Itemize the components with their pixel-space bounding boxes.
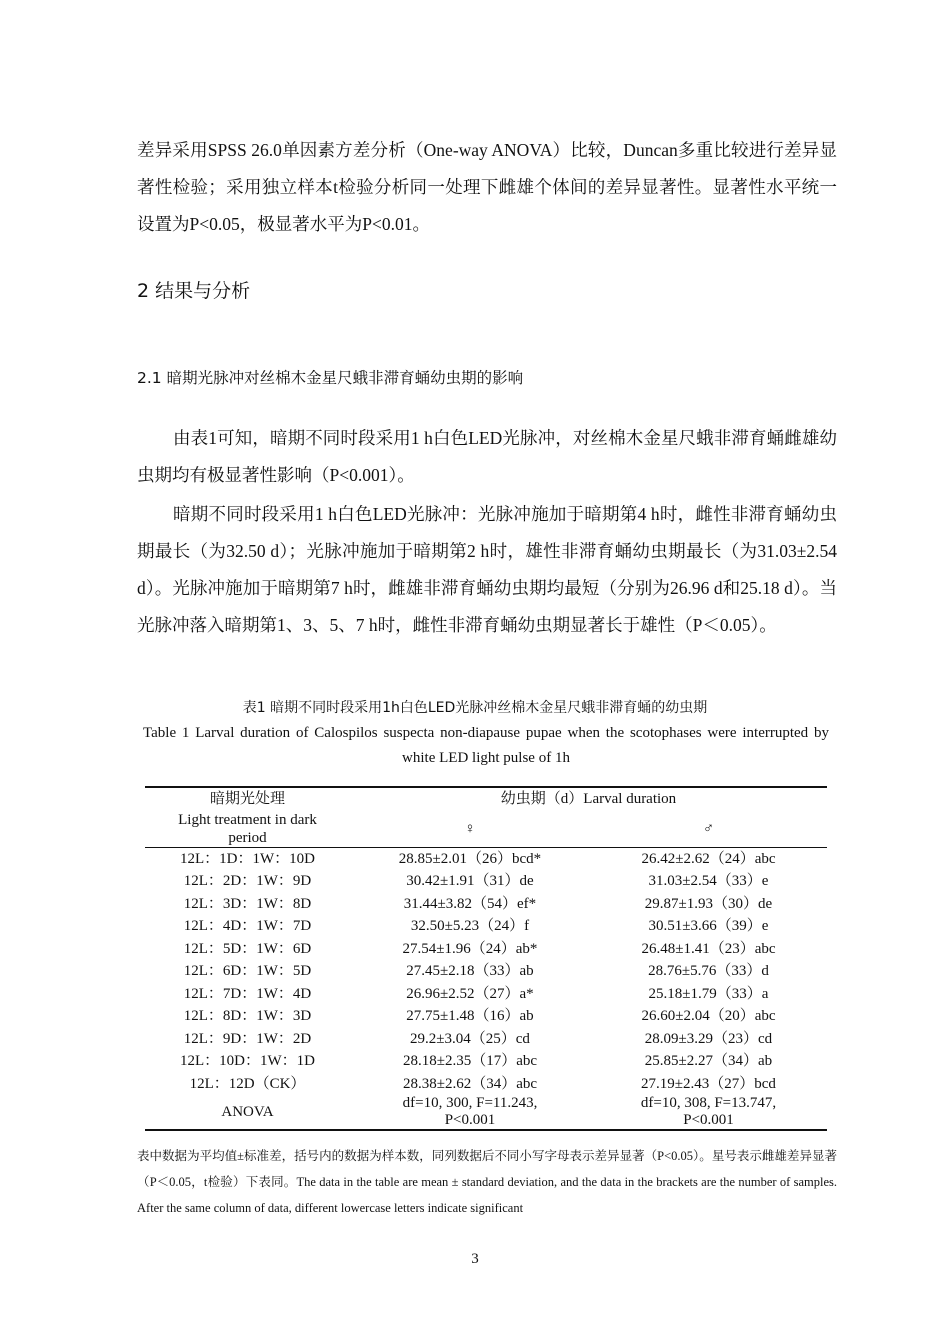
cell-female: 30.42±1.91（31）de [406, 873, 534, 890]
table-row [145, 893, 827, 916]
cell-male: 26.42±2.62（24）abc [641, 850, 776, 867]
table-row [145, 960, 827, 983]
cell-male: 25.85±2.27（34）ab [644, 1053, 773, 1070]
cell-male: 27.19±2.43（27）bcd [641, 1075, 776, 1092]
anova-male-line2: P<0.001 [683, 1112, 734, 1128]
cell-treatment: 12L：3D：1W：8D [183, 895, 312, 912]
cell-treatment: 12L：12D（CK） [189, 1075, 306, 1092]
table-row [145, 1050, 827, 1073]
cell-treatment: 12L：7D：1W：4D [183, 985, 312, 1002]
table-row [145, 847, 827, 870]
cell-female: 27.75±1.48（16）ab [406, 1008, 534, 1025]
cell-treatment: 12L：9D：1W：2D [183, 1030, 312, 1047]
section-heading-results: 2 结果与分析 [137, 280, 251, 302]
cell-female: 31.44±3.82（54）ef* [403, 895, 537, 912]
table-row [145, 1028, 827, 1051]
cell-female: 27.45±2.18（33）ab [406, 963, 534, 980]
table-subheader-row [145, 811, 827, 848]
methods-paragraph: 差异采用SPSS 26.0单因素方差分析（One-way ANOVA）比较，Duncan多重比较进行差异显著性检验；采用独立样本t检验分析同一处理下雌雄个体间的差异显著性。显著性水平统一设置为P<0.05，极显著水平为P<0.01。 [137, 140, 837, 234]
anova-male-line1: df=10, 308, F=13.747, [640, 1095, 777, 1111]
table-row [145, 1005, 827, 1028]
anova-female-line1: df=10, 300, F=11.243, [402, 1095, 538, 1111]
table-caption-english: Table 1 Larval duration of Calospilos suspecta non-diapause pupae when the scotophases were interrupted by white LED light pulse of 1h [143, 725, 829, 766]
cell-anova-label: ANOVA [145, 1095, 350, 1130]
cell-male: 28.09±3.29（23）cd [644, 1030, 773, 1047]
table-row [145, 870, 827, 893]
results-paragraph-2: 暗期不同时段采用1 h白色LED光脉冲：光脉冲施加于暗期第4 h时，雌性非滞育蛹幼虫期最长（为32.50 d）；光脉冲施加于暗期第2 h时，雄性非滞育蛹幼虫期最长（为31.03±2.54 d）。光脉冲施加于暗期第7 h时，雌雄非滞育蛹幼虫期均最短（分别为26.96 d和25.18 d）。当光脉冲落入暗期第1、3、5、7 h时，雌性非滞育蛹幼虫期显著长于雄性（P＜0.05）。 [137, 504, 837, 635]
cell-female: 32.50±5.23（24）f [410, 918, 530, 935]
table-header-row [145, 787, 827, 811]
header-female: ♀ [350, 811, 590, 848]
cell-treatment: 12L：1D：1W：10D [180, 850, 315, 867]
cell-treatment: 12L：4D：1W：7D [183, 918, 312, 935]
cell-male: 25.18±1.79（33）a [648, 985, 769, 1002]
cell-female: 29.2±3.04（25）cd [410, 1030, 530, 1047]
larval-duration-table [145, 786, 827, 1131]
table-caption-chinese: 表1 暗期不同时段采用1h白色LED光脉冲丝棉木金星尺蛾非滞育蛹的幼虫期 [242, 700, 708, 716]
cell-male: 31.03±2.54（33）e [648, 873, 769, 890]
results-paragraph-1: 由表1可知，暗期不同时段采用1 h白色LED光脉冲，对丝棉木金星尺蛾非滞育蛹雌雄幼虫期均有极显著性影响（P<0.001）。 [137, 428, 837, 485]
cell-male: 26.60±2.04（20）abc [641, 1008, 776, 1025]
cell-male: 29.87±1.93（30）de [644, 895, 773, 912]
table-row [145, 915, 827, 938]
cell-male: 26.48±1.41（23）abc [641, 940, 776, 957]
cell-treatment: 12L：5D：1W：6D [183, 940, 312, 957]
anova-female-line2: P<0.001 [444, 1112, 496, 1128]
cell-male: 28.76±5.76（33）d [648, 963, 769, 980]
cell-female: 27.54±1.96（24）ab* [402, 940, 538, 957]
cell-treatment: 12L：10D：1W：1D [180, 1053, 315, 1070]
cell-treatment: 12L：6D：1W：5D [183, 963, 312, 980]
header-male: ♂ [590, 811, 827, 848]
table-row [145, 1073, 827, 1096]
table-row [145, 983, 827, 1006]
subsection-heading-2-1: 2.1 暗期光脉冲对丝棉木金星尺蛾非滞育蛹幼虫期的影响 [137, 369, 524, 387]
table-row [145, 938, 827, 961]
anova-row [145, 1095, 827, 1130]
cell-treatment: 12L：8D：1W：3D [183, 1008, 312, 1025]
cell-anova-male [590, 1095, 827, 1130]
cell-anova-female [350, 1095, 590, 1130]
cell-female: 28.85±2.01（26）bcd* [398, 850, 542, 867]
header-larval-duration: 幼虫期（d）Larval duration [350, 787, 827, 811]
page-number: 3 [471, 1251, 479, 1267]
table-footnote: 表中数据为平均值±标准差，括号内的数据为样本数，同列数据后不同小写字母表示差异显著（P<0.05）。星号表示雌雄差异显著（P＜0.05，t检验）下表同。The data in the table are mean ± standard deviation, and the data in the brackets are the number of samples. After the same column of data, different lowercase letters indicate significant [137, 1149, 837, 1215]
cell-male: 30.51±3.66（39）e [648, 918, 769, 935]
cell-female: 28.18±2.35（17）abc [402, 1053, 538, 1070]
cell-treatment: 12L：2D：1W：9D [183, 873, 312, 890]
header-treatment-cn: 暗期光处理 [145, 787, 350, 811]
header-treatment-en: Light treatment in dark period [145, 811, 350, 848]
cell-female: 26.96±2.52（27）a* [406, 985, 534, 1002]
cell-female: 28.38±2.62（34）abc [402, 1075, 538, 1092]
